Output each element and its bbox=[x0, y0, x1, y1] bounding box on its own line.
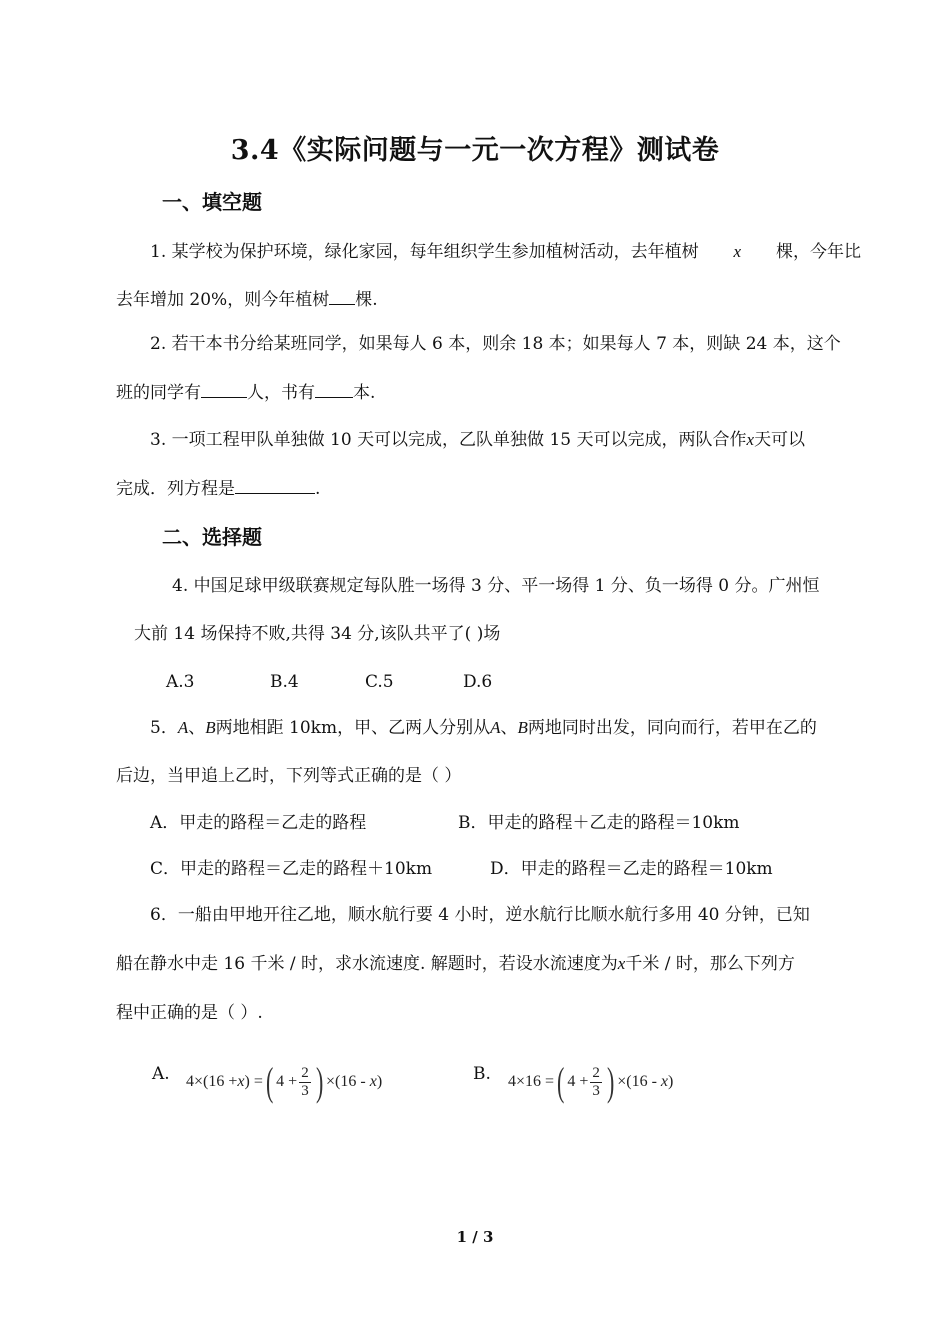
formula-variable: x bbox=[237, 1073, 245, 1090]
question-6-text-2: 千米 / 时，那么下列方 bbox=[625, 954, 795, 974]
formula-part: ×(16 - bbox=[326, 1073, 366, 1090]
question-1-line-1 bbox=[150, 240, 861, 264]
question-5-option-a[interactable]: A．甲走的路程＝乙走的路程 bbox=[150, 813, 367, 833]
question-6-option-a-formula[interactable] bbox=[186, 1060, 382, 1104]
left-paren: ( bbox=[265, 1059, 274, 1104]
formula-part: 4 + bbox=[276, 1073, 298, 1090]
point-b-label: B bbox=[205, 718, 216, 737]
question-5-option-d[interactable]: D．甲走的路程＝乙走的路程＝10km bbox=[490, 859, 773, 879]
page-title: 3.4《实际问题与一元一次方程》测试卷 bbox=[230, 135, 720, 166]
question-1-text-3: 棵. bbox=[355, 290, 378, 310]
fraction bbox=[590, 1065, 602, 1100]
question-5-line-1 bbox=[150, 716, 861, 740]
question-3-text-3: . bbox=[315, 479, 321, 499]
question-3-variable: x bbox=[746, 430, 755, 449]
question-3-line-1 bbox=[150, 428, 861, 452]
question-5-option-b[interactable]: B．甲走的路程＋乙走的路程＝10km bbox=[458, 813, 740, 833]
separator: 、 bbox=[188, 718, 206, 738]
fraction-numerator: 2 bbox=[301, 1064, 309, 1081]
page-number: 1 / 3 bbox=[456, 1228, 494, 1246]
question-6-option-b-formula[interactable] bbox=[508, 1060, 673, 1104]
question-2-line-1: 2. 若干本书分给某班同学，如果每人 6 本，则余 18 本；如果每人 7 本，则缺 24 本，这个 bbox=[150, 334, 841, 354]
point-a-label: A bbox=[177, 718, 189, 737]
answer-blank-books[interactable] bbox=[315, 381, 353, 398]
formula-part: 4×16 = bbox=[508, 1073, 555, 1090]
question-1-text: 1. 某学校为保护环境，绿化家园，每年组织学生参加植树活动，去年植树 bbox=[150, 242, 699, 262]
question-6-option-a-label[interactable]: A. bbox=[152, 1064, 170, 1084]
formula-part: ) bbox=[668, 1073, 674, 1090]
question-1-text-end: 棵，今年比 bbox=[775, 242, 861, 262]
question-1-variable: x bbox=[733, 242, 742, 261]
answer-blank[interactable] bbox=[329, 288, 355, 305]
question-2-line-2 bbox=[116, 381, 861, 405]
question-4-option-b[interactable]: B.4 bbox=[270, 672, 299, 692]
question-4-option-a[interactable]: A.3 bbox=[166, 672, 195, 692]
question-4-line-1: 4. 中国足球甲级联赛规定每队胜一场得 3 分、平一场得 1 分、负一场得 0 分。广州恒 bbox=[172, 576, 820, 596]
question-2-text-1: 班的同学有 bbox=[116, 383, 201, 403]
left-paren: ( bbox=[557, 1059, 565, 1104]
question-6-line-1: 6．一船由甲地开往乙地，顺水航行要 4 小时，逆水航行比顺水航行多用 40 分钟，已知 bbox=[150, 905, 810, 925]
fraction-denominator: 3 bbox=[301, 1082, 309, 1099]
question-6-option-b-label[interactable]: B. bbox=[473, 1064, 491, 1084]
question-4-option-c[interactable]: C.5 bbox=[365, 672, 394, 692]
question-3-line-2 bbox=[116, 477, 861, 501]
right-paren: ) bbox=[315, 1059, 324, 1104]
question-2-text-2: 人，书有 bbox=[247, 383, 315, 403]
question-3-text-2: 完成．列方程是 bbox=[116, 479, 235, 499]
fraction-denominator: 3 bbox=[592, 1082, 600, 1099]
question-2-text-3: 本. bbox=[353, 383, 376, 403]
question-5-option-c[interactable]: C．甲走的路程＝乙走的路程＋10km bbox=[150, 859, 433, 879]
fraction bbox=[299, 1065, 311, 1100]
separator-2: 、 bbox=[500, 718, 518, 738]
question-6-line-2 bbox=[116, 952, 861, 976]
question-5-text-2: 两地同时出发，同向而行，若甲在乙的 bbox=[527, 718, 817, 738]
fraction-numerator: 2 bbox=[592, 1064, 600, 1081]
question-5-line-2: 后边，当甲追上乙时，下列等式正确的是（ ） bbox=[116, 766, 462, 786]
question-4-line-2: 大前 14 场保持不败,共得 34 分,该队共平了( )场 bbox=[134, 624, 501, 644]
question-4-option-d[interactable]: D.6 bbox=[463, 672, 493, 692]
question-5-number: 5． bbox=[150, 718, 178, 738]
section-heading-fill-in: 一、填空题 bbox=[162, 190, 262, 214]
formula-variable: x bbox=[660, 1073, 669, 1090]
question-6-text-1: 船在静水中走 16 千米 / 时，求水流速度. 解题时，若设水流速度为 bbox=[116, 954, 618, 974]
formula-part: ) = bbox=[244, 1073, 263, 1090]
point-b-label-2: B bbox=[517, 718, 528, 737]
question-6-variable: x bbox=[617, 954, 626, 973]
formula-part: 4×(16 + bbox=[186, 1073, 238, 1090]
formula-part: 4 + bbox=[567, 1073, 589, 1090]
question-1-line-2 bbox=[116, 288, 861, 312]
question-5-text-1: 两地相距 10km，甲、乙两人分别从 bbox=[215, 718, 491, 738]
answer-blank-equation[interactable] bbox=[235, 477, 315, 494]
formula-variable: x bbox=[369, 1073, 377, 1090]
formula-part: ×(16 - bbox=[617, 1073, 657, 1090]
right-paren: ) bbox=[606, 1059, 615, 1104]
point-a-label-2: A bbox=[490, 718, 501, 737]
question-1-text-2: 去年增加 20%，则今年植树 bbox=[116, 290, 330, 310]
section-heading-choice: 二、选择题 bbox=[162, 525, 262, 549]
question-3-text-end: 天可以 bbox=[754, 430, 806, 450]
formula-part: ) bbox=[376, 1073, 383, 1090]
answer-blank-students[interactable] bbox=[201, 381, 247, 398]
question-3-text: 3. 一项工程甲队单独做 10 天可以完成，乙队单独做 15 天可以完成，两队合作 bbox=[150, 430, 747, 450]
question-6-line-3: 程中正确的是（ ）. bbox=[116, 1003, 263, 1023]
